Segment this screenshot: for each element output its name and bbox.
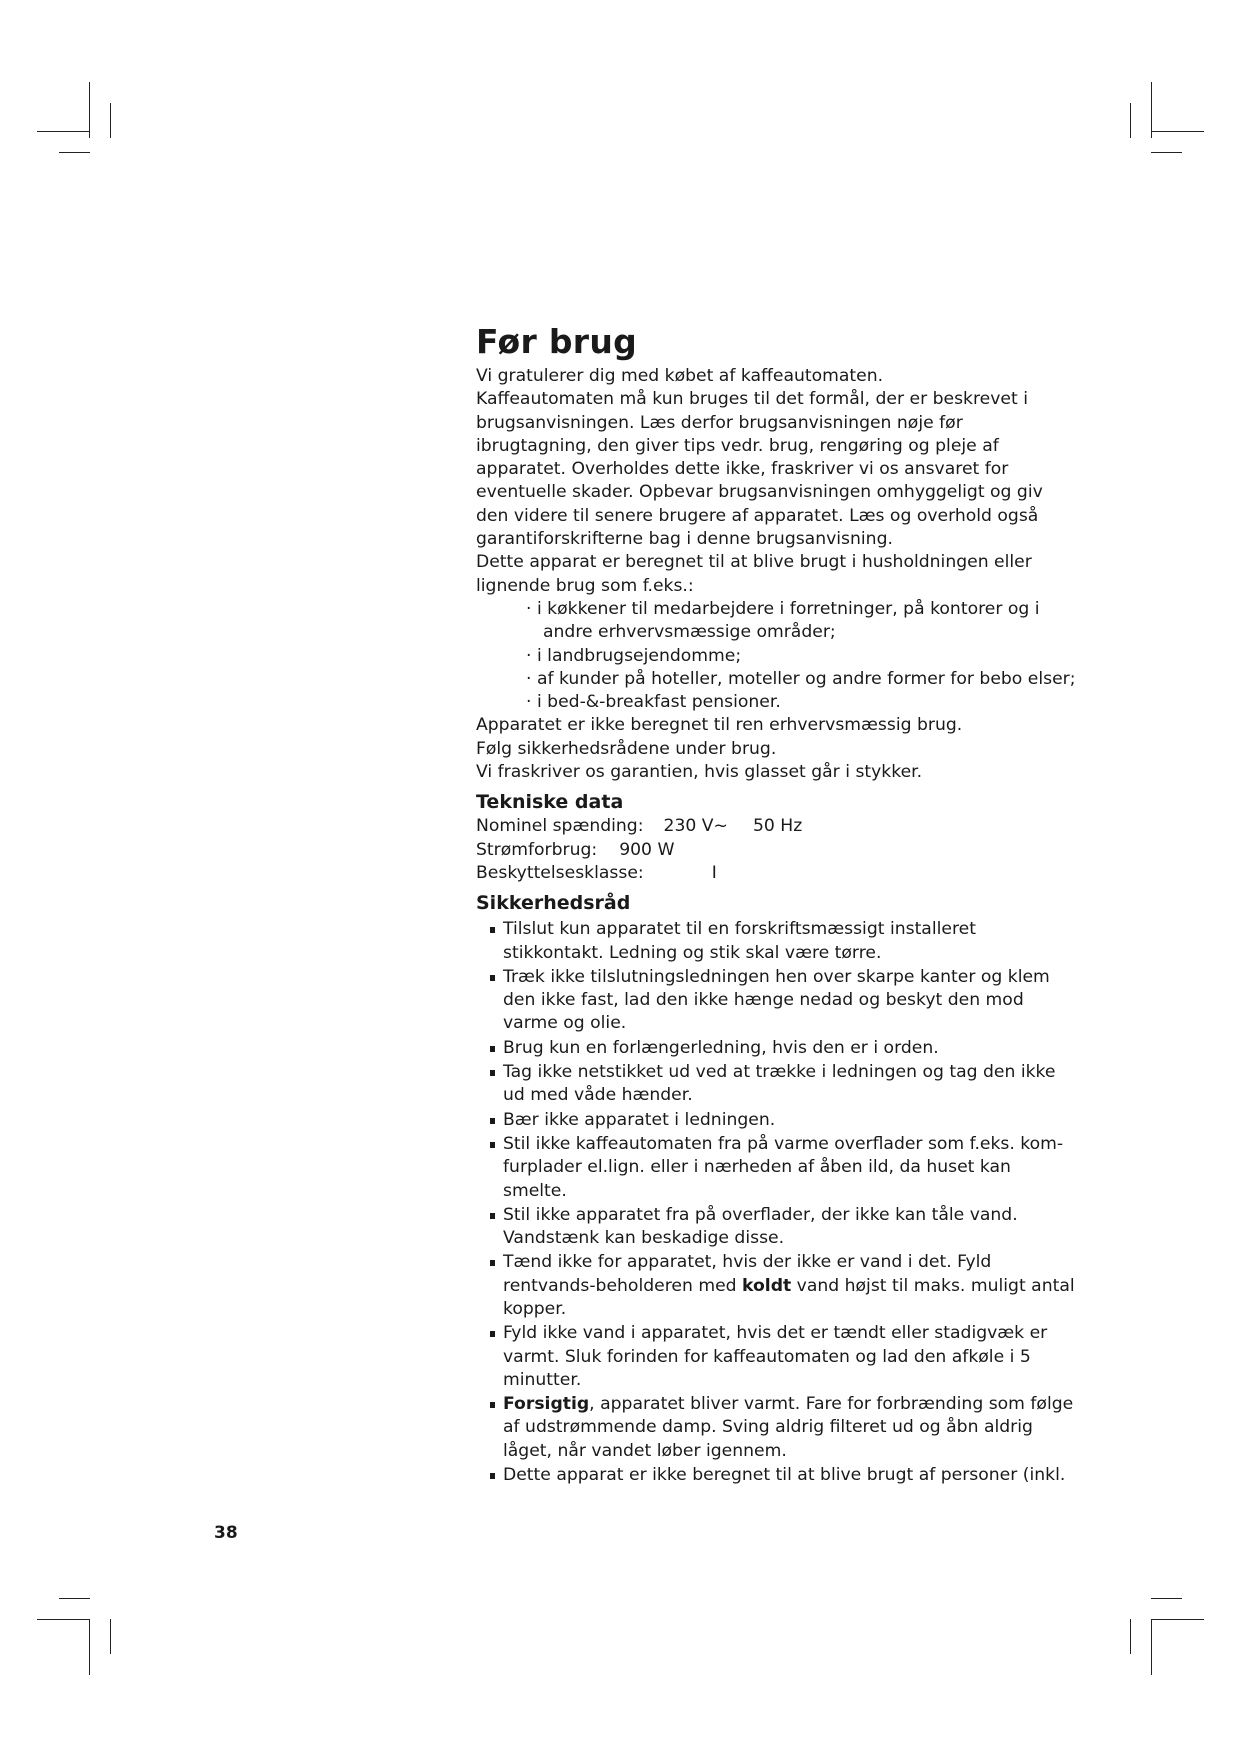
use-case-list [526,598,1076,714]
crop-mark [59,1598,90,1599]
safety-item: Tænd ikke for apparatet, hvis der ikke er vand i det. Fyld rentvands-beholderen med koldt vand højst til maks. muligt antal kopper. [489,1251,1076,1321]
crop-mark [89,82,90,138]
crop-mark [1151,131,1204,132]
list-item: · i landbrugsejendomme; [526,645,1076,668]
safety-item: Brug kun en forlængerledning, hvis den er i orden. [489,1037,1076,1060]
safety-item: Træk ikke tilslutningsledningen hen over skarpe kanter og klem den ikke fast, lad den ikke hænge nedad og beskyt den mod varme og olie. [489,966,1076,1036]
class-value: I [711,862,717,883]
technical-heading: Tekniske data [476,791,624,814]
safety-item: Tag ikke netstikket ud ved at trække i ledningen og tag den ikke ud med våde hænder. [489,1061,1076,1108]
voltage-label: Nominel spænding: [476,816,644,837]
crop-mark [1151,1619,1152,1675]
class-label: Beskyttelsesklasse: [476,862,644,883]
emphasis-cold: koldt [742,1275,792,1296]
intro-paragraph: Vi gratulerer dig med købet af kaffeautomaten. [476,366,884,386]
safety-item: Bær ikke apparatet i ledningen. [489,1109,1076,1132]
page-content [476,320,1076,1488]
crop-mark [1130,103,1131,138]
safety-heading: Sikkerhedsråd [476,892,631,915]
safety-item: Forsigtig, apparatet bliver varmt. Fare for forbrænding som følge af udstrømmende damp. Sving aldrig filteret ud og åbn aldrig låget, når vandet løber igennem. [489,1393,1076,1463]
page-title: Før brug [476,322,638,361]
crop-mark [110,103,111,138]
crop-mark [1151,1598,1182,1599]
intro-paragraph: Dette apparat er beregnet til at blive brugt i husholdningen eller lignende brug som f.eks.: [476,552,1032,596]
voltage-value: 230 V~ [663,816,728,837]
power-value: 900 W [619,839,675,860]
class-row [476,862,1076,885]
crop-mark [1151,82,1152,138]
voltage-row [476,815,1076,838]
safety-item: Stil ikke apparatet fra på overflader, der ikke kan tåle vand. Vandstænk kan beskadige disse. [489,1204,1076,1251]
safety-item: Stil ikke kaffeautomaten fra på varme overflader som f.eks. kom-furplader el.lign. eller i nærheden af åben ild, da huset kan smelte. [489,1133,1076,1203]
crop-mark [1151,152,1182,153]
safety-item: Tilslut kun apparatet til en forskriftsmæssigt installeret stikkontakt. Ledning og stik skal være tørre. [489,918,1076,965]
list-item: · i køkkener til medarbejdere i forretninger, på kontorer og i andre erhvervsmæssige områder; [526,598,1076,645]
list-item: · af kunder på hoteller, moteller og andre former for bebo elser; [526,668,1076,691]
usage-note: Apparatet er ikke beregnet til ren erhvervsmæssig brug. [476,715,963,736]
crop-mark [37,1619,90,1620]
crop-mark [89,1619,90,1675]
safety-item: Dette apparat er ikke beregnet til at blive brugt af personer (inkl. [489,1464,1076,1487]
intro-paragraph: Kaffeautomaten må kun bruges til det formål, der er beskrevet i brugsanvisningen. Læs derfor brugsanvisningen nøje før ibrugtagning, den giver tips vedr. brug, rengøring og pleje af apparatet. Overholdes dette ikke, fraskriver vi os ansvaret for eventuelle skader. Opbevar brugsanvisningen omhyggeligt og giv den videre til senere brugere af apparatet. Læs og overhold også garantiforskrifterne bag i denne brugsanvisning. [476,389,1043,550]
crop-mark [59,152,90,153]
list-item: · i bed-&-breakfast pensioner. [526,691,1076,714]
usage-note: Følg sikkerhedsrådene under brug. [476,738,777,759]
emphasis-caution: Forsigtig [503,1394,590,1415]
crop-mark [37,131,90,132]
usage-note: Vi fraskriver os garantien, hvis glasset går i stykker. [476,762,923,783]
page-number: 38 [214,1523,238,1543]
crop-mark [1151,1619,1204,1620]
power-label: Strømforbrug: [476,839,598,860]
frequency-value: 50 Hz [752,816,803,837]
crop-mark [1130,1619,1131,1654]
power-row [476,839,1076,862]
safety-item: Fyld ikke vand i apparatet, hvis det er tændt eller stadigvæk er varmt. Sluk forinden for kaffeautomaten og lad den afkøle i 5 minutter. [489,1322,1076,1392]
safety-list [489,918,1076,1487]
crop-mark [110,1619,111,1654]
